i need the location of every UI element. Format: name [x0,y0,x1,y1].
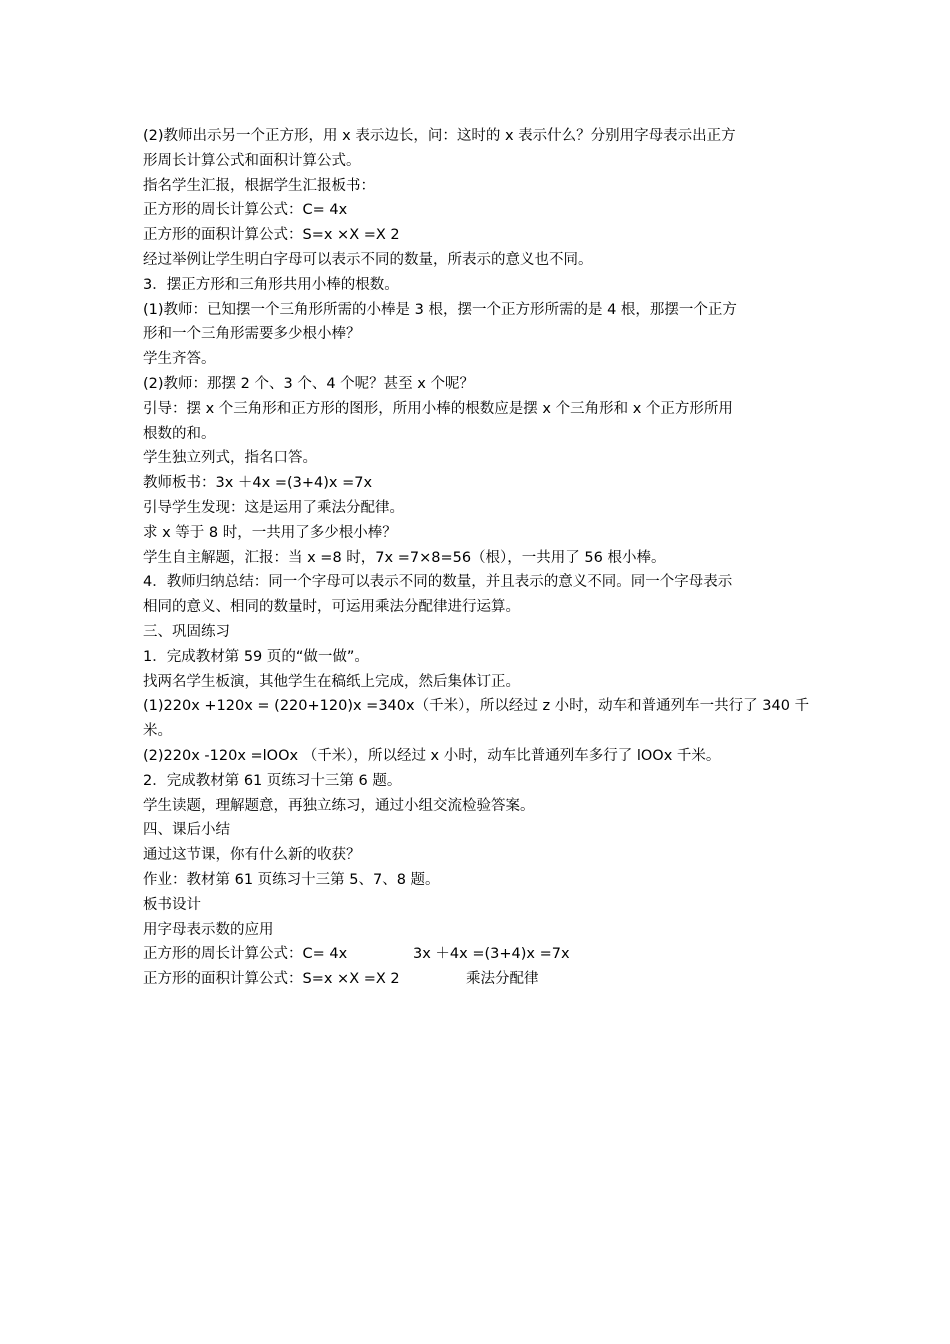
paragraph-line: 找两名学生板演，其他学生在稿纸上完成，然后集体订正。 [143,673,520,690]
section-heading: 板书设计 [143,896,201,913]
paragraph-line: (2)教师：那摆 2 个、3 个、4 个呢？甚至 x 个呢？ [143,375,474,392]
paragraph-line: 学生自主解题，汇报：当 x =8 时，7x =7×8=56（根），一共用了 56 根小棒。 [143,549,666,566]
paragraph-line: 形和一个三角形需要多少根小棒？ [143,326,361,343]
paragraph-line: 用字母表示数的应用 [143,921,274,938]
paragraph-line: 形周长计算公式和面积计算公式。 [143,152,361,169]
paragraph-line: (2)教师出示另一个正方形，用 x 表示边长，问：这时的 x 表示什么？分别用字母表示出正方 [143,128,736,144]
paragraph-line: (2)220x -120x =lOOx （千米），所以经过 x 小时，动车比普通列车多行了 lOOx 千米。 [143,747,721,764]
paragraph-line: 通过这节课，你有什么新的收获？ [143,847,361,864]
paragraph-line: 指名学生汇报，根据学生汇报板书： [143,177,375,194]
paragraph-line: 正方形的周长计算公式：C= 4x [143,202,348,219]
board-row-area [143,967,815,992]
paragraph-line: 相同的意义、相同的数量时，可运用乘法分配律进行运算。 [143,599,520,616]
paragraph-line: 教师板书：3x ＋4x =(3+4)x =7x [143,475,373,492]
paragraph-line: 学生独立列式，指名口答。 [143,450,317,467]
section-heading: 三、巩固练习 [143,623,230,640]
document-body [143,124,815,992]
board-row-perimeter [143,942,815,967]
paragraph-line: 引导学生发现：这是运用了乘法分配律。 [143,499,404,516]
paragraph-line: 学生读题，理解题意，再独立练习，通过小组交流检验答案。 [143,797,535,814]
paragraph-line: 学生齐答。 [143,351,216,368]
paragraph-line: 根数的和。 [143,425,216,442]
paragraph-line: 1．完成教材第 59 页的“做一做”。 [143,648,369,665]
paragraph-line: 3．摆正方形和三角形共用小棒的根数。 [143,276,399,293]
section-heading: 四、课后小结 [143,822,230,839]
paragraph-line: (1)220x +120x = (220+120)x =340x（千米），所以经过 z 小时，动车和普通列车一共行了 340 千 [143,698,810,715]
paragraph-line: 求 x 等于 8 时，一共用了多少根小棒？ [143,524,397,541]
board-distributive-equation: 3x ＋4x =(3+4)x =7x [413,946,570,963]
paragraph-line: 正方形的面积计算公式：S=x ×X =X 2 [143,227,400,244]
board-perimeter-formula: 正方形的周长计算公式：C= 4x [143,946,348,963]
paragraph-line: 2．完成教材第 61 页练习十三第 6 题。 [143,772,402,789]
board-distributive-law: 乘法分配律 [466,971,539,988]
board-area-formula: 正方形的面积计算公式：S=x ×X =X 2 [143,971,400,988]
paragraph-line: 经过举例让学生明白字母可以表示不同的数量，所表示的意义也不同。 [143,251,593,268]
paragraph-line: 4．教师归纳总结：同一个字母可以表示不同的数量，并且表示的意义不同。同一个字母表示 [143,574,733,591]
paragraph-line: (1)教师：已知摆一个三角形所需的小棒是 3 根，摆一个正方形所需的是 4 根，那摆一个正方 [143,301,737,318]
paragraph-line: 作业：教材第 61 页练习十三第 5、7、8 题。 [143,871,440,888]
paragraph-line: 米。 [143,723,172,740]
paragraph-line: 引导：摆 x 个三角形和正方形的图形，所用小棒的根数应是摆 x 个三角形和 x 个正方形所用 [143,400,733,417]
